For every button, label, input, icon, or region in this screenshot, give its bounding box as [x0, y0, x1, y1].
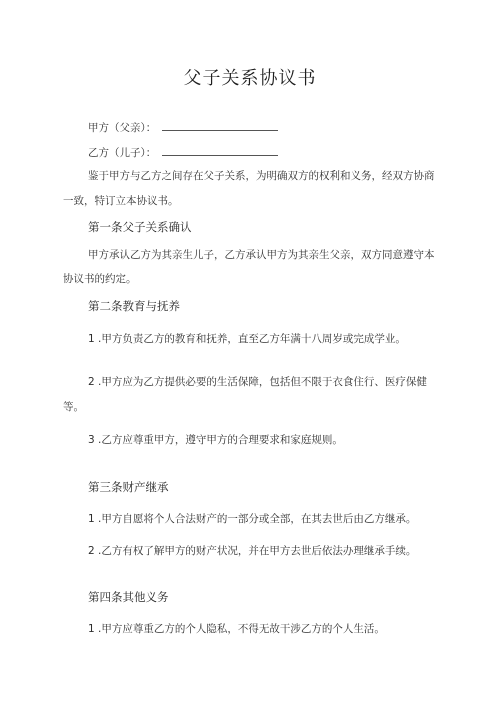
article4-heading: 第四条其他义务 — [88, 590, 169, 604]
article1-line-2: 协议书的约定。 — [63, 273, 137, 285]
party-b-blank — [162, 144, 278, 156]
article2-item-3: 3 .乙方应尊重甲方，遵守甲方的合理要求和家庭规则。 — [88, 434, 343, 446]
article3-item-2: 2 .乙方有权了解甲方的财产状况，并在甲方去世后依法办理继承手续。 — [88, 545, 417, 557]
party-b-label: 乙方（儿子）： — [88, 147, 157, 159]
article3-item-1: 1 .甲方自愿将个人合法财产的一部分或全部，在其去世后由乙方继承。 — [88, 513, 417, 525]
article2-item-2-line-1: 2 .甲方应为乙方提供必要的生活保障，包括但不限于衣食住行、医疗保健 — [88, 376, 427, 388]
party-a-label: 甲方（父亲）： — [88, 122, 157, 134]
party-a-field — [88, 119, 278, 135]
intro-line-1: 鉴于甲方与乙方之间存在父子关系，为明确双方的权利和义务，经双方协商 — [88, 170, 435, 182]
document-title: 父子关系协议书 — [183, 68, 317, 89]
article1-heading: 第一条父子关系确认 — [88, 220, 192, 234]
party-a-blank — [162, 119, 278, 131]
intro-line-2: 一致，特订立本协议书。 — [63, 195, 179, 207]
article3-heading: 第三条财产继承 — [88, 480, 169, 494]
party-b-field — [88, 144, 278, 160]
article2-heading: 第二条教育与抚养 — [88, 299, 180, 313]
article2-item-1: 1 .甲方负责乙方的教育和抚养，直至乙方年满十八周岁或完成学业。 — [88, 333, 406, 345]
article1-line-1: 甲方承认乙方为其亲生儿子，乙方承认甲方为其亲生父亲，双方同意遵守本 — [88, 249, 435, 261]
article2-item-2-line-2: 等。 — [63, 401, 84, 413]
article4-item-1: 1 .甲方应尊重乙方的个人隐私，不得无故干涉乙方的个人生活。 — [88, 623, 385, 635]
